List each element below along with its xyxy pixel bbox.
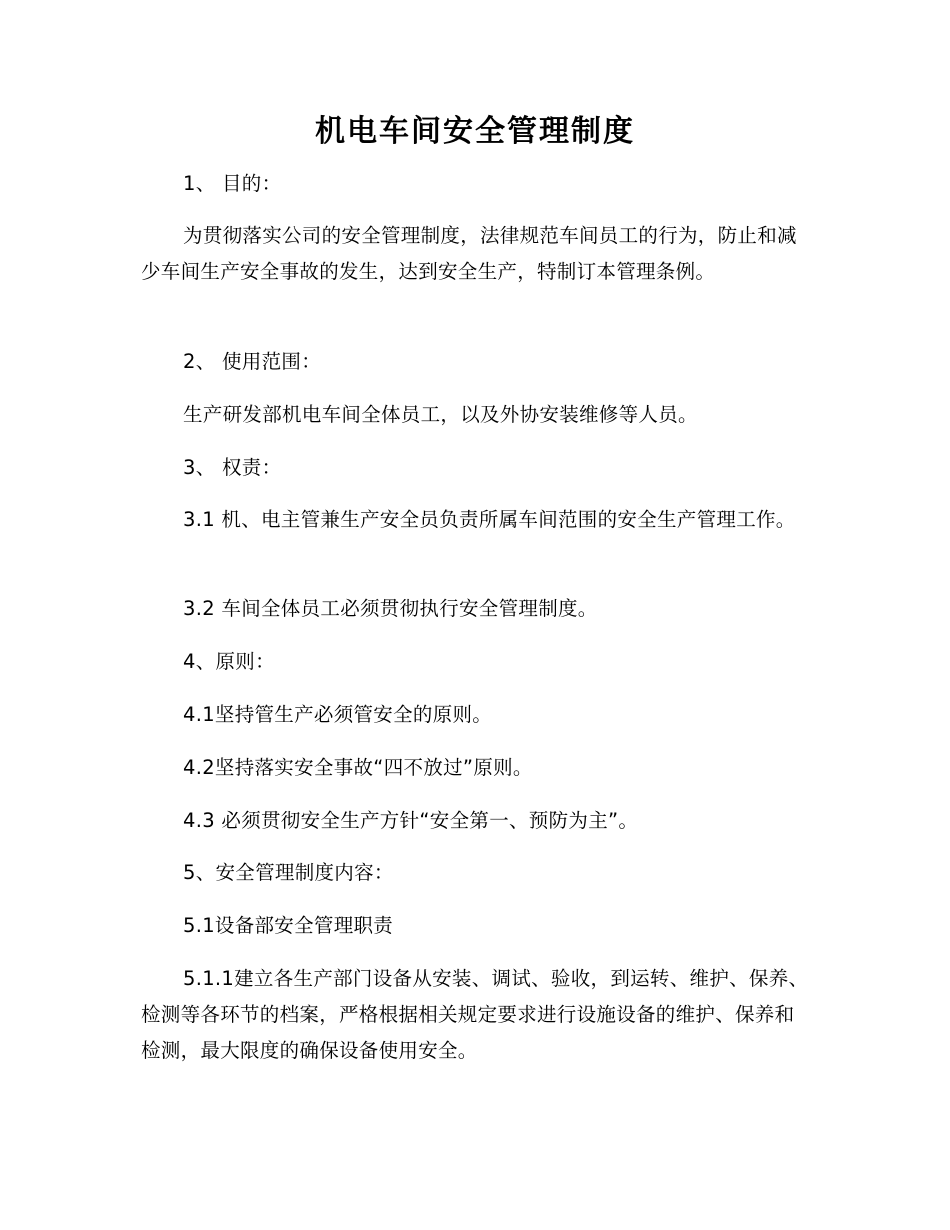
section-4-2-text: 4.2坚持落实安全事故“四不放过”原则。 xyxy=(183,756,533,779)
section-3-1-text: 3.1 机、电主管兼生产安全员负责所属车间范围的安全生产管理工作。 xyxy=(183,508,796,531)
section-5-heading: 5、安全管理制度内容： xyxy=(183,861,394,884)
section-4-heading: 4、原则： xyxy=(183,650,275,673)
section-1-heading: 1、 目的： xyxy=(183,172,282,195)
section-4-3-text: 4.3 必须贯彻安全生产方针“安全第一、预防为主”。 xyxy=(183,809,639,832)
section-3-heading: 3、 权责： xyxy=(183,456,282,479)
section-2-heading: 2、 使用范围： xyxy=(183,350,322,373)
section-5-1-heading: 5.1设备部安全管理职责 xyxy=(183,914,394,937)
section-3-2-text: 3.2 车间全体员工必须贯彻执行安全管理制度。 xyxy=(183,597,598,620)
section-5-1-1-text: 5.1.1建立各生产部门设备从安装、调试、验收，到运转、维护、保养、检测等各环节的档案，严格根据相关规定要求进行设施设备的维护、保养和检测，最大限度的确保设备使用安全。 xyxy=(141,967,809,1062)
section-2-scope-text: 生产研发部机电车间全体员工，以及外协安装维修等人员。 xyxy=(183,403,698,426)
section-1-purpose-text: 为贯彻落实公司的安全管理制度，法律规范车间员工的行为，防止和减少车间生产安全事故的发生，达到安全生产，特制订本管理条例。 xyxy=(141,224,797,283)
section-4-1-text: 4.1坚持管生产必须管安全的原则。 xyxy=(183,703,493,726)
document-title: 机电车间安全管理制度 xyxy=(315,114,635,149)
